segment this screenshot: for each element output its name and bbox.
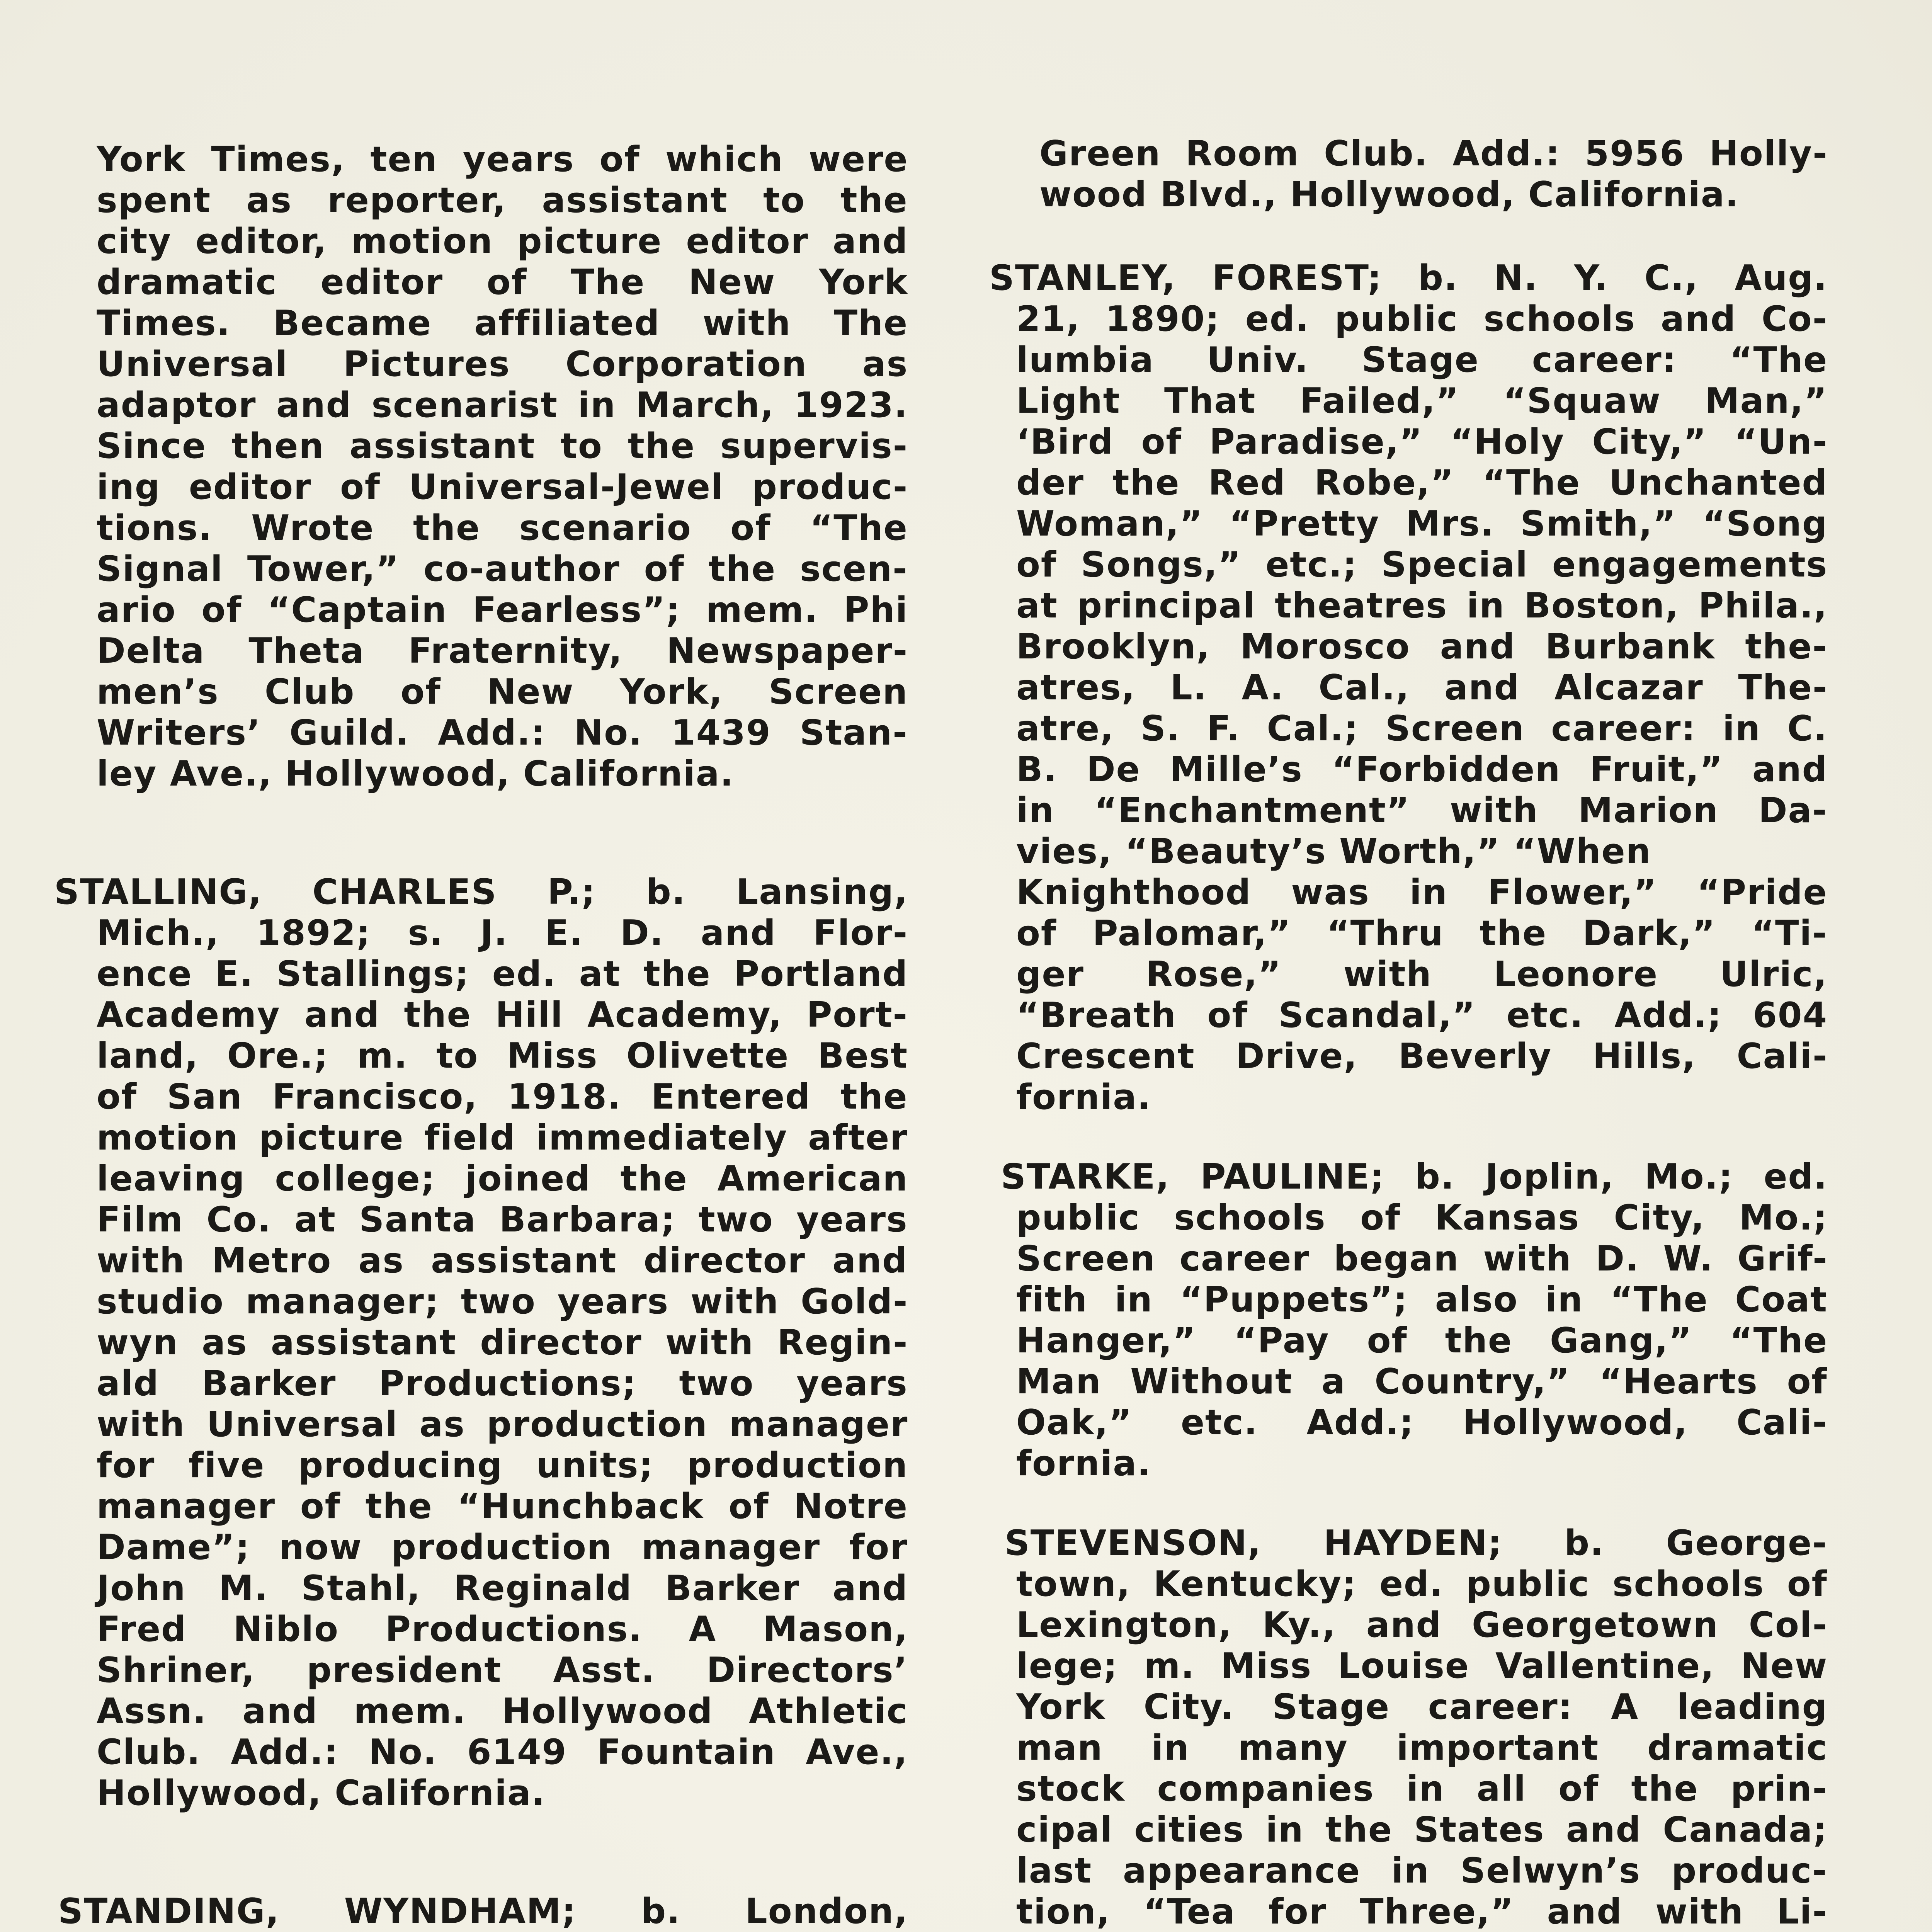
text-line: STALLING, CHARLES P.; b. Lansing, [54,872,908,912]
text-line: Oak,” etc. Add.; Hollywood, Cali- [1016,1402,1828,1443]
text-line: for five producing units; production [97,1445,908,1486]
text-line: city editor, motion picture editor and [97,221,908,262]
text-line: Woman,” “Pretty Mrs. Smith,” “Song [1016,503,1828,544]
text-line: cipal cities in the States and Canada; [1016,1810,1828,1850]
text-line: STARKE, PAULINE; b. Joplin, Mo.; ed. [1001,1156,1828,1197]
text-line: Brooklyn, Morosco and Burbank the- [1016,626,1828,667]
text-line: lege; m. Miss Louise Vallentine, New [1016,1646,1828,1686]
text-line: Mich., 1892; s. J. E. D. and Flor- [97,913,908,953]
text-line: ley Ave., Hollywood, California. [97,753,734,794]
text-line: tion, “Tea for Three,” and with Li- [1016,1891,1828,1932]
text-line: Green Room Club. Add.: 5956 Holly- [1039,133,1828,174]
text-line: Light That Failed,” “Squaw Man,” [1016,381,1828,421]
text-line: man in many important dramatic [1016,1728,1828,1768]
text-line: wyn as assistant director with Regin- [97,1322,908,1363]
text-line: of Palomar,” “Thru the Dark,” “Ti- [1016,913,1828,954]
text-line: at principal theatres in Boston, Phila., [1016,585,1828,626]
text-line: tions. Wrote the scenario of “The [97,508,908,548]
text-line: Universal Pictures Corporation as [97,344,908,384]
text-line: Shriner, president Asst. Directors’ [97,1650,908,1690]
text-line: ger Rose,” with Leonore Ulric, [1016,954,1828,995]
text-line: studio manager; two years with Gold- [97,1281,908,1322]
text-line: ence E. Stallings; ed. at the Portland [97,954,908,994]
text-line: STEVENSON, HAYDEN; b. George- [1005,1523,1828,1563]
text-line: ald Barker Productions; two years [97,1363,908,1404]
text-line: Delta Theta Fraternity, Newspaper- [97,631,908,671]
text-line: stock companies in all of the prin- [1016,1769,1828,1809]
text-line: York Times, ten years of which were [97,139,908,180]
text-line: STANDING, WYNDHAM; b. London, [58,1891,908,1932]
text-line: atre, S. F. Cal.; Screen career: in C. [1016,708,1828,749]
text-line: Since then assistant to the supervis- [97,426,908,466]
text-line: Club. Add.: No. 6149 Fountain Ave., [97,1732,908,1772]
text-line: John M. Stahl, Reginald Barker and [97,1568,908,1609]
text-line: spent as reporter, assistant to the [97,180,908,221]
text-line: of Songs,” etc.; Special engagements [1016,544,1828,585]
text-line: Hollywood, California. [97,1773,546,1813]
text-line: Academy and the Hill Academy, Port- [97,995,908,1035]
text-line: motion picture field immediately after [97,1117,908,1158]
text-line: leaving college; joined the American [97,1158,908,1199]
text-line: York City. Stage career: A leading [1016,1687,1828,1727]
text-line: with Metro as assistant director and [97,1240,908,1281]
text-line: Dame”; now production manager for [97,1527,908,1568]
text-line: Assn. and mem. Hollywood Athletic [97,1691,908,1731]
text-line: “Breath of Scandal,” etc. Add.; 604 [1016,995,1828,1036]
text-line: fith in “Puppets”; also in “The Coat [1016,1279,1828,1320]
text-line: ‘Bird of Paradise,” “Holy City,” “Un- [1016,422,1828,462]
text-line: B. De Mille’s “Forbidden Fruit,” and [1016,749,1828,790]
text-line: men’s Club of New York, Screen [97,672,908,712]
text-line: STANLEY, FOREST; b. N. Y. C., Aug. [989,258,1828,298]
text-line: Writers’ Guild. Add.: No. 1439 Stan- [97,713,908,753]
text-line: der the Red Robe,” “The Unchanted [1016,463,1828,503]
text-line: last appearance in Selwyn’s produc- [1016,1850,1828,1891]
text-line: Hanger,” “Pay of the Gang,” “The [1016,1320,1828,1361]
text-line: in “Enchantment” with Marion Da- [1016,790,1828,831]
text-line: atres, L. A. Cal., and Alcazar The- [1016,667,1828,708]
text-line: wood Blvd., Hollywood, California. [1039,174,1739,215]
text-line: vies, “Beauty’s Worth,” “When [1016,831,1651,872]
text-line: 21, 1890; ed. public schools and Co- [1016,299,1828,339]
text-line: Screen career began with D. W. Grif- [1016,1238,1828,1279]
text-line: land, Ore.; m. to Miss Olivette Best [97,1036,908,1076]
text-line: Times. Became affiliated with The [97,303,908,344]
text-line: Man Without a Country,” “Hearts of [1016,1361,1828,1402]
text-line: ing editor of Universal-Jewel produc- [97,467,908,507]
text-line: fornia. [1016,1443,1151,1484]
text-line: Knighthood was in Flower,” “Pride [1016,872,1828,913]
text-line: Lexington, Ky., and Georgetown Col- [1016,1605,1828,1645]
text-line: fornia. [1016,1077,1151,1117]
text-line: Crescent Drive, Beverly Hills, Cali- [1016,1036,1828,1077]
text-line: Signal Tower,” co-author of the scen- [97,549,908,589]
text-line: with Universal as production manager [97,1404,908,1445]
text-line: lumbia Univ. Stage career: “The [1016,340,1828,380]
text-line: of San Francisco, 1918. Entered the [97,1077,908,1117]
text-line: ario of “Captain Fearless”; mem. Phi [97,590,908,630]
text-line: manager of the “Hunchback of Notre [97,1486,908,1527]
text-line: Fred Niblo Productions. A Mason, [97,1609,908,1650]
text-line: town, Kentucky; ed. public schools of [1016,1564,1828,1604]
text-line: adaptor and scenarist in March, 1923. [97,385,908,425]
text-line: dramatic editor of The New York [97,262,908,303]
text-line: public schools of Kansas City, Mo.; [1016,1197,1828,1238]
text-line: Film Co. at Santa Barbara; two years [97,1199,908,1240]
